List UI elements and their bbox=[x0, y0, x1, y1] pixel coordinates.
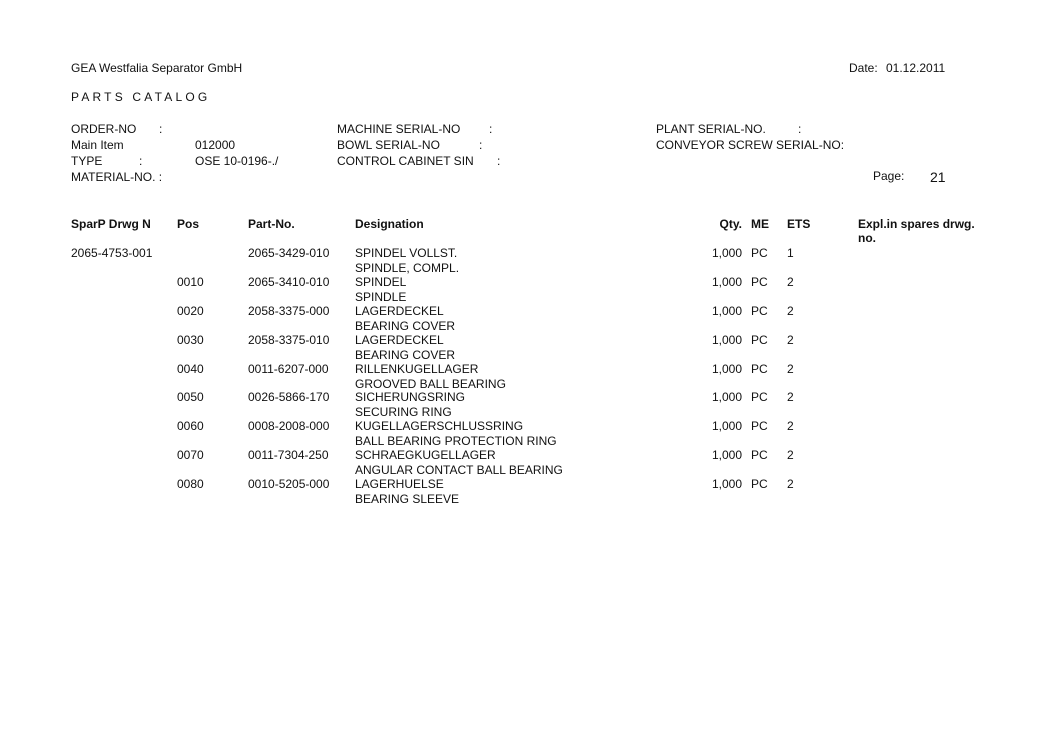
cell-designation-en: GROOVED BALL BEARING bbox=[355, 376, 506, 391]
table-row bbox=[0, 390, 1053, 419]
cell-part-no: 2065-3410-010 bbox=[248, 275, 330, 289]
cell-designation-de: SICHERUNGSRING bbox=[355, 390, 466, 404]
bowl-serial-colon: : bbox=[479, 138, 483, 152]
cell-designation-de: LAGERHUELSE bbox=[355, 477, 444, 491]
cell-qty: 1,000 bbox=[711, 362, 742, 376]
cell-me: PC bbox=[751, 275, 768, 289]
cell-part-no: 0008-2008-000 bbox=[248, 419, 330, 433]
main-item-value: 012000 bbox=[195, 138, 236, 152]
cell-qty: 1,000 bbox=[711, 419, 742, 433]
cell-part-no: 2058-3375-000 bbox=[248, 304, 330, 318]
company-name: GEA Westfalia Separator GmbH bbox=[71, 61, 243, 75]
cell-me: PC bbox=[751, 419, 768, 433]
table-row bbox=[0, 448, 1053, 477]
cell-designation-de: SPINDEL VOLLST. bbox=[355, 246, 458, 260]
cell-designation-en: BEARING COVER bbox=[355, 347, 456, 362]
machine-serial-label: MACHINE SERIAL-NO bbox=[337, 122, 461, 136]
cell-pos: 0080 bbox=[177, 477, 204, 491]
cell-designation-en: ANGULAR CONTACT BALL BEARING bbox=[355, 462, 563, 477]
cell-ets: 2 bbox=[787, 275, 794, 289]
cell-qty: 1,000 bbox=[711, 390, 742, 404]
cell-pos: 0050 bbox=[177, 390, 204, 404]
cell-ets: 1 bbox=[787, 246, 794, 260]
col-me: ME bbox=[751, 217, 769, 231]
cell-me: PC bbox=[751, 304, 768, 318]
col-expl-line1: Expl.in spares drwg. bbox=[858, 217, 975, 231]
col-sparp-drwg: SparP Drwg N bbox=[71, 217, 151, 231]
cell-qty: 1,000 bbox=[711, 304, 742, 318]
cell-ets: 2 bbox=[787, 333, 794, 347]
order-no-colon: : bbox=[159, 122, 163, 136]
table-row bbox=[0, 275, 1053, 304]
cell-designation-de: SCHRAEGKUGELLAGER bbox=[355, 448, 496, 462]
cell-qty: 1,000 bbox=[711, 333, 742, 347]
type-value: OSE 10-0196-./ bbox=[195, 154, 279, 168]
cell-designation-en: BEARING COVER bbox=[355, 318, 456, 333]
cell-designation-de: SPINDEL bbox=[355, 275, 407, 289]
cell-qty: 1,000 bbox=[711, 448, 742, 462]
cell-me: PC bbox=[751, 448, 768, 462]
cell-part-no: 2065-3429-010 bbox=[248, 246, 330, 260]
cell-designation-en: SPINDLE bbox=[355, 289, 407, 304]
cell-ets: 2 bbox=[787, 448, 794, 462]
control-cabinet-label: CONTROL CABINET SIN bbox=[337, 154, 474, 168]
cell-me: PC bbox=[751, 246, 768, 260]
bowl-serial-label: BOWL SERIAL-NO bbox=[337, 138, 440, 152]
page-number: 21 bbox=[930, 169, 946, 185]
date-label: Date: bbox=[849, 61, 878, 75]
cell-designation-en: SECURING RING bbox=[355, 404, 452, 419]
cell-ets: 2 bbox=[787, 362, 794, 376]
type-label: TYPE bbox=[71, 154, 103, 168]
table-row bbox=[0, 304, 1053, 333]
cell-ets: 2 bbox=[787, 419, 794, 433]
date-value: 01.12.2011 bbox=[886, 61, 946, 75]
col-expl-line2: no. bbox=[858, 231, 876, 245]
catalog-title: PARTS CATALOG bbox=[71, 90, 211, 104]
table-row bbox=[0, 477, 1053, 506]
cell-designation-de: RILLENKUGELLAGER bbox=[355, 362, 479, 376]
cell-qty: 1,000 bbox=[711, 477, 742, 491]
control-cabinet-colon: : bbox=[497, 154, 501, 168]
cell-designation-en: SPINDLE, COMPL. bbox=[355, 260, 460, 275]
cell-pos: 0060 bbox=[177, 419, 204, 433]
cell-ets: 2 bbox=[787, 390, 794, 404]
cell-me: PC bbox=[751, 362, 768, 376]
cell-designation-de: LAGERDECKEL bbox=[355, 333, 444, 347]
cell-designation-en: BEARING SLEEVE bbox=[355, 491, 460, 506]
col-part-no: Part-No. bbox=[248, 217, 295, 231]
table-row bbox=[0, 333, 1053, 362]
table-row bbox=[0, 362, 1053, 391]
machine-serial-colon: : bbox=[489, 122, 493, 136]
cell-qty: 1,000 bbox=[711, 275, 742, 289]
plant-serial-colon: : bbox=[798, 122, 802, 136]
order-no-label: ORDER-NO bbox=[71, 122, 137, 136]
material-no-label: MATERIAL-NO. : bbox=[71, 170, 163, 184]
cell-sparp: 2065-4753-001 bbox=[71, 246, 153, 260]
cell-part-no: 0011-7304-250 bbox=[248, 448, 329, 462]
table-row bbox=[0, 246, 1053, 275]
cell-me: PC bbox=[751, 390, 768, 404]
cell-pos: 0040 bbox=[177, 362, 204, 376]
col-pos: Pos bbox=[177, 217, 200, 231]
plant-serial-label: PLANT SERIAL-NO. bbox=[656, 122, 766, 136]
cell-pos: 0010 bbox=[177, 275, 204, 289]
cell-part-no: 2058-3375-010 bbox=[248, 333, 330, 347]
cell-designation-en: BALL BEARING PROTECTION RING bbox=[355, 433, 557, 448]
conveyor-screw-label: CONVEYOR SCREW SERIAL-NO: bbox=[656, 138, 845, 152]
cell-qty: 1,000 bbox=[711, 246, 742, 260]
cell-pos: 0070 bbox=[177, 448, 204, 462]
cell-ets: 2 bbox=[787, 304, 794, 318]
cell-part-no: 0011-6207-000 bbox=[248, 362, 329, 376]
cell-pos: 0020 bbox=[177, 304, 204, 318]
cell-designation-de: LAGERDECKEL bbox=[355, 304, 444, 318]
cell-pos: 0030 bbox=[177, 333, 204, 347]
type-colon: : bbox=[139, 154, 143, 168]
cell-part-no: 0010-5205-000 bbox=[248, 477, 330, 491]
col-ets: ETS bbox=[787, 217, 811, 231]
cell-part-no: 0026-5866-170 bbox=[248, 390, 330, 404]
table-row bbox=[0, 419, 1053, 448]
cell-me: PC bbox=[751, 333, 768, 347]
cell-me: PC bbox=[751, 477, 768, 491]
cell-ets: 2 bbox=[787, 477, 794, 491]
col-qty: Qty. bbox=[719, 217, 742, 231]
page-label: Page: bbox=[873, 169, 905, 183]
main-item-label: Main Item bbox=[71, 138, 124, 152]
cell-designation-de: KUGELLAGERSCHLUSSRING bbox=[355, 419, 524, 433]
col-designation: Designation bbox=[355, 217, 424, 231]
